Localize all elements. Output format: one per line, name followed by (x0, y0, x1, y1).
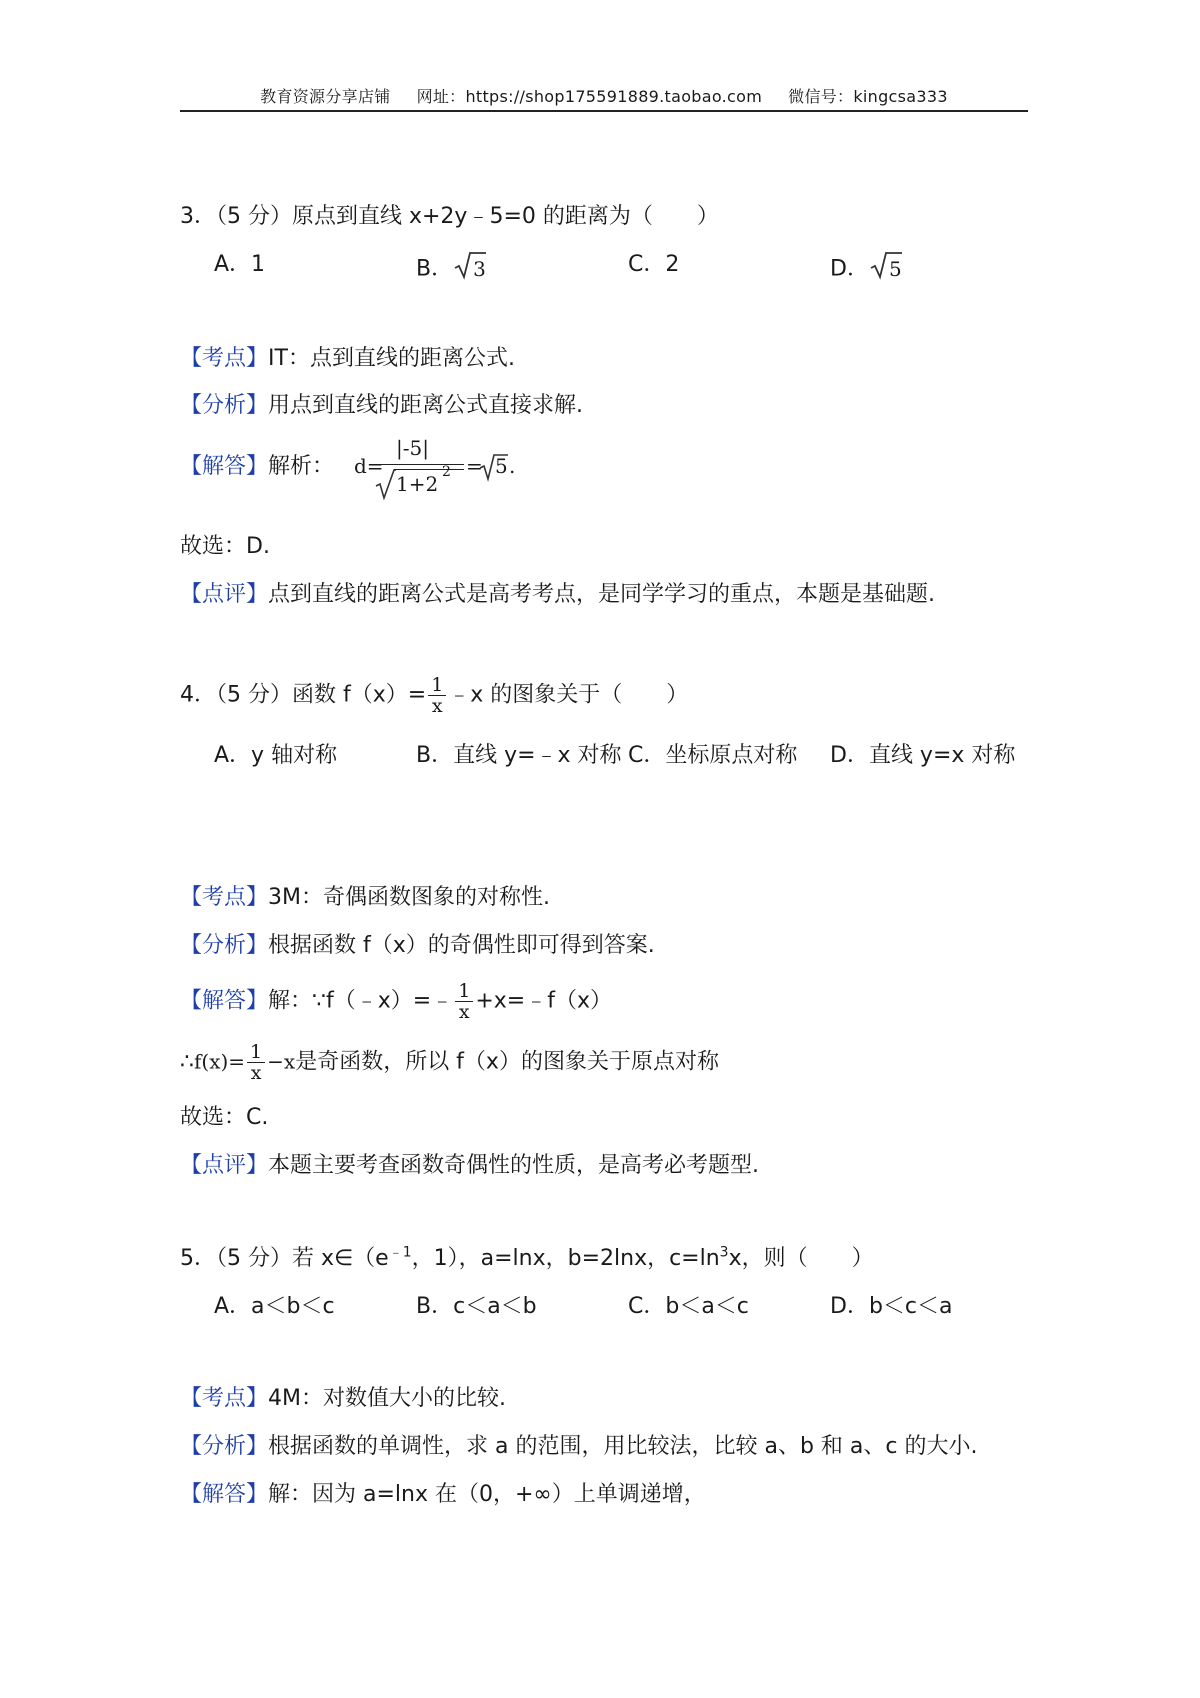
therefore-symbol: ∴ (180, 1049, 194, 1075)
fraction-bar (380, 464, 464, 465)
fraction (455, 981, 473, 1022)
q3-jieda (180, 452, 334, 482)
q5-stem (180, 1244, 874, 1274)
formula-tail: . (509, 454, 516, 478)
fraction (428, 675, 446, 716)
formula-lhs: d= (354, 454, 384, 478)
q4-option-d: D．直线 y=x 对称 (830, 743, 1016, 768)
q3-option-d-label: D． (830, 256, 869, 282)
q3-distance-formula (354, 436, 524, 504)
tag-dianping: 【点评】 (180, 582, 269, 607)
q4-fenxi-text: 根据函数 f（x）的奇偶性即可得到答案. (268, 933, 655, 958)
q5-jieda (180, 1480, 706, 1510)
q3-dianping (180, 580, 935, 610)
q5-fenxi-text: 根据函数的单调性，求 a 的范围，用比较法，比较 a、b 和 a、c 的大小. (268, 1434, 978, 1459)
q4-jieda-b: +x=﹣f（x） (475, 988, 612, 1014)
q5-option-d: D．b＜c＜a (830, 1294, 953, 1319)
q4-kaodian-text: 3M：奇偶函数图象的对称性. (268, 885, 550, 910)
q4-fenxi (180, 931, 655, 961)
q4-option-a: A．y 轴对称 (214, 743, 338, 768)
tag-fenxi: 【分析】 (180, 1434, 269, 1459)
q3-option-c: C．2 (628, 252, 680, 277)
formula-numerator: |-5| (396, 436, 429, 460)
q4-stem-a: 4．（5 分）函数 f（x）= (180, 682, 427, 708)
q3-kaodian-text: IT：点到直线的距离公式. (268, 346, 515, 371)
q3-option-d-radicand: 5 (888, 256, 902, 281)
q4-stem (180, 675, 688, 716)
header-rule (180, 110, 1028, 112)
tag-kaodian: 【考点】 (180, 1386, 269, 1411)
tag-dianping: 【点评】 (180, 1153, 269, 1178)
tag-kaodian: 【考点】 (180, 346, 269, 371)
q3-dianping-text: 点到直线的距离公式是高考考点，是同学学习的重点，本题是基础题. (268, 582, 936, 607)
q4-option-c: C．坐标原点对称 (628, 743, 798, 768)
q5-jieda-text: 解：因为 a=lnx 在（0，+∞）上单调递增， (268, 1482, 706, 1507)
tag-jieda: 【解答】 (180, 988, 269, 1014)
sqrt-bar (394, 469, 464, 470)
header-wechat: 微信号：kingcsa333 (788, 87, 948, 106)
header-shop: 教育资源分享店铺 (260, 87, 391, 106)
q4-jieda-den: x (458, 1001, 470, 1023)
q4-stem-b: ﹣x 的图象关于（ ） (448, 682, 689, 708)
q5-stem-b: ，1），a=lnx，b=2lnx，c=ln (411, 1246, 720, 1271)
tag-jieda: 【解答】 (180, 454, 269, 479)
q5-kaodian-text: 4M：对数值大小的比较. (268, 1386, 506, 1411)
q5-option-a: A．a＜b＜c (214, 1294, 335, 1319)
q3-option-a: A．1 (214, 252, 266, 277)
q5-fenxi (180, 1432, 977, 1462)
q3-option-d (830, 250, 902, 289)
therefore-minus-x: −x (267, 1049, 296, 1074)
q4-option-b: B．直线 y=﹣x 对称 (416, 743, 622, 768)
q3-choice: 故选：D. (180, 534, 270, 559)
q4-dianping-text: 本题主要考查函数奇偶性的性质，是高考必考题型. (268, 1153, 760, 1178)
q4-jieda (180, 981, 612, 1022)
q4-dianping (180, 1151, 759, 1181)
q5-option-c: C．b＜a＜c (628, 1294, 749, 1319)
q4-therefore-den: x (250, 1062, 262, 1084)
tag-fenxi: 【分析】 (180, 393, 269, 418)
q5-stem-sup1: ﹣1 (388, 1244, 412, 1261)
tag-kaodian: 【考点】 (180, 885, 269, 910)
fraction (247, 1042, 265, 1083)
q5-stem-a: 5．（5 分）若 x∈（e (180, 1246, 389, 1271)
formula-radicand: 5 (495, 454, 508, 478)
formula-den-exp: 2 (442, 464, 451, 480)
q3-jieda-prefix: 解析： (268, 454, 335, 479)
q5-kaodian (180, 1384, 506, 1414)
therefore-fx: f(x)= (194, 1049, 246, 1074)
q4-stem-num: 1 (428, 675, 446, 696)
q3-stem: 3．（5 分）原点到直线 x+2y﹣5=0 的距离为（ ） (180, 204, 719, 229)
q4-therefore-num: 1 (247, 1042, 265, 1063)
q4-kaodian (180, 883, 550, 913)
q4-therefore-b: 是奇函数，所以 f（x）的图象关于原点对称 (295, 1049, 719, 1075)
q3-option-b (416, 250, 486, 289)
q4-therefore (180, 1042, 719, 1083)
q4-jieda-a: 解：∵f（﹣x）=﹣ (268, 988, 454, 1014)
sqrt-icon (374, 466, 396, 500)
tag-fenxi: 【分析】 (180, 933, 269, 958)
q3-fenxi (180, 391, 583, 421)
q3-option-b-radicand: 3 (473, 256, 486, 281)
q4-choice: 故选：C. (180, 1105, 269, 1130)
q4-jieda-num: 1 (455, 981, 473, 1002)
header-url: 网址：https://shop175591889.taobao.com (416, 87, 763, 106)
page-header (180, 84, 1028, 107)
formula-eq: = (466, 454, 483, 478)
q3-option-b-label: B． (416, 256, 454, 282)
tag-jieda: 【解答】 (180, 1482, 269, 1507)
formula-den: 1+2 (396, 472, 439, 496)
q3-kaodian (180, 344, 515, 374)
q3-fenxi-text: 用点到直线的距离公式直接求解. (268, 393, 584, 418)
q5-stem-sup2: 3 (719, 1244, 729, 1261)
q5-stem-c: x，则（ ） (728, 1246, 874, 1271)
q4-stem-den: x (431, 695, 443, 717)
q5-option-b: B．c＜a＜b (416, 1294, 537, 1319)
